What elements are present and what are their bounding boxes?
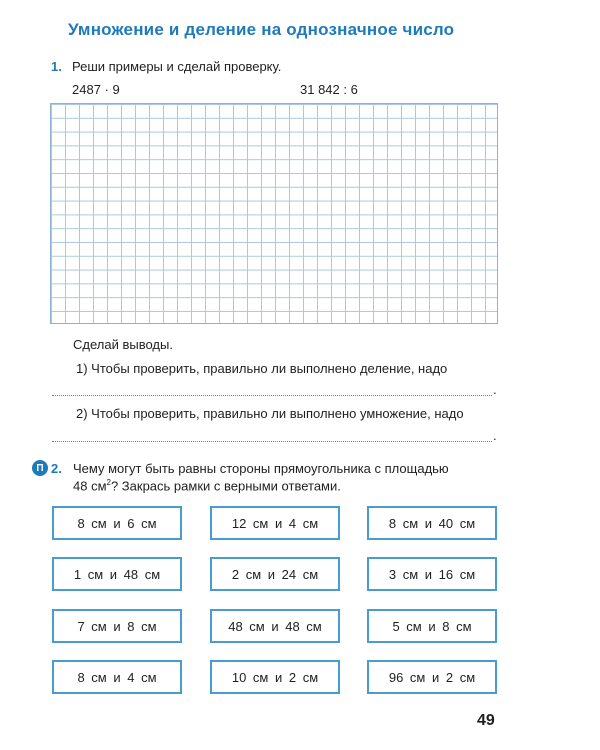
answer-box[interactable]: 12 см и 4 см — [210, 506, 340, 540]
conclusions-label: Сделай выводы. — [73, 337, 173, 352]
page-title: Умножение и деление на однозначное число — [68, 20, 455, 39]
answer-box[interactable]: 1 см и 48 см — [52, 557, 182, 591]
pair-work-badge-icon: П — [32, 460, 48, 476]
answer-line-multiplication[interactable] — [52, 441, 492, 442]
conclusion-statement-multiplication: 2) Чтобы проверить, правильно ли выполнено умножение, надо — [76, 406, 464, 421]
example-multiplication: 2487 · 9 — [72, 82, 120, 97]
answer-box[interactable]: 2 см и 24 см — [210, 557, 340, 591]
answer-box[interactable]: 96 см и 2 см — [367, 660, 497, 694]
answer-box[interactable]: 8 см и 4 см — [52, 660, 182, 694]
conclusion-statement-division: 1) Чтобы проверить, правильно ли выполнено деление, надо — [76, 361, 448, 376]
answer-box[interactable]: 10 см и 2 см — [210, 660, 340, 694]
page-number: 49 — [477, 712, 495, 729]
task-2-question-line1: Чему могут быть равны стороны прямоугольника с площадью — [73, 461, 449, 476]
task-1-instruction: Реши примеры и сделай проверку. — [72, 59, 282, 74]
answer-box[interactable]: 8 см и 6 см — [52, 506, 182, 540]
graph-paper-work-area[interactable] — [50, 103, 498, 324]
answer-box[interactable]: 7 см и 8 см — [52, 609, 182, 643]
example-division: 31 842 : 6 — [300, 82, 358, 97]
task-1-number: 1. — [51, 59, 62, 74]
task-2-question-line2: 48 $см^2$? Закрась рамки с верными ответами. — [73, 478, 341, 494]
answer-line-period: . — [493, 382, 497, 397]
answer-box[interactable]: 8 см и 40 см — [367, 506, 497, 540]
answer-line-period: . — [493, 428, 497, 443]
answer-line-division[interactable] — [52, 395, 492, 396]
answer-box[interactable]: 48 см и 48 см — [210, 609, 340, 643]
task-2-number: 2. — [51, 461, 62, 476]
answer-box[interactable]: 5 см и 8 см — [367, 609, 497, 643]
answer-box[interactable]: 3 см и 16 см — [367, 557, 497, 591]
